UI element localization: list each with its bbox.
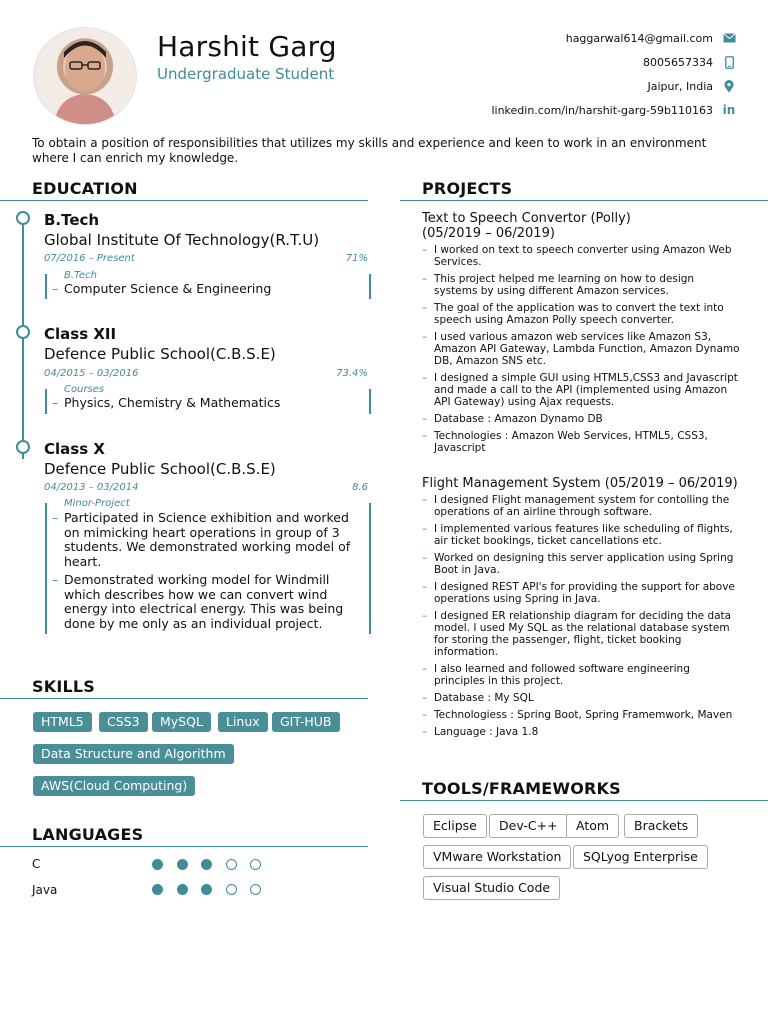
project-bullet: – Database : My SQL bbox=[422, 692, 740, 704]
candidate-name: Harshit Garg bbox=[157, 30, 337, 63]
project-bullet: – I also learned and followed software engineering principles in this project. bbox=[422, 663, 740, 687]
institution-name: Defence Public School(C.B.S.E) bbox=[44, 460, 276, 478]
level-dot-filled bbox=[177, 884, 188, 895]
timeline-dot bbox=[16, 440, 30, 454]
skill-tag: HTML5 bbox=[33, 712, 92, 732]
project-bullet: – Technologies : Amazon Web Services, HTML5, CSS3, Javascript bbox=[422, 430, 740, 454]
skill-tag: Linux bbox=[218, 712, 268, 732]
tool-tag: Brackets bbox=[624, 814, 698, 838]
institution-name: Defence Public School(C.B.S.E) bbox=[44, 345, 276, 363]
projects-divider bbox=[400, 200, 768, 201]
summary-text: To obtain a position of responsibilities that utilizes my skills and experience and keen to work in an environment where I can enrich my knowledge. bbox=[32, 136, 707, 165]
tool-tag: VMware Workstation bbox=[423, 845, 571, 869]
contact-location bbox=[491, 74, 736, 98]
map-pin-icon bbox=[722, 79, 736, 93]
education-sub-label: Courses bbox=[64, 384, 105, 395]
level-dot-filled bbox=[152, 859, 163, 870]
project-bullet: – Worked on designing this server application using Spring Boot in Java. bbox=[422, 552, 740, 576]
education-divider bbox=[0, 200, 368, 201]
envelope-icon bbox=[722, 31, 736, 45]
project-title: Flight Management System (05/2019 – 06/2019) bbox=[422, 476, 738, 491]
skill-tag: MySQL bbox=[152, 712, 211, 732]
education-grade: 73.4% bbox=[336, 368, 368, 379]
skill-tag: Data Structure and Algorithm bbox=[33, 744, 234, 764]
level-dot-empty bbox=[226, 884, 237, 895]
level-dot-empty bbox=[226, 859, 237, 870]
skills-heading: SKILLS bbox=[32, 677, 95, 696]
project-dates: (05/2019 – 06/2019) bbox=[422, 226, 555, 241]
contact-block bbox=[491, 26, 736, 122]
skill-tag: CSS3 bbox=[99, 712, 148, 732]
education-grade: 8.6 bbox=[352, 482, 368, 493]
phone-text: 8005657334 bbox=[643, 55, 713, 69]
level-dot-filled bbox=[201, 859, 212, 870]
level-dot-empty bbox=[250, 884, 261, 895]
contact-email[interactable] bbox=[491, 26, 736, 50]
contact-linkedin[interactable] bbox=[491, 98, 736, 122]
tools-divider bbox=[400, 800, 768, 801]
contact-phone[interactable] bbox=[491, 50, 736, 74]
project-title: Text to Speech Convertor (Polly) bbox=[422, 211, 631, 226]
project-bullet: – I designed Flight management system for contolling the operations of an airline through software. bbox=[422, 494, 740, 518]
timeline-dot bbox=[16, 211, 30, 225]
location-text: Jaipur, India bbox=[647, 79, 713, 93]
project-bullet-list bbox=[422, 244, 740, 459]
tool-tag: Atom bbox=[566, 814, 619, 838]
skill-tag: AWS(Cloud Computing) bbox=[33, 776, 195, 796]
project-bullet-list bbox=[422, 494, 740, 743]
education-dates: 04/2013 – 03/2014 bbox=[44, 482, 139, 493]
project-bullet: – I designed ER relationship diagram for deciding the data model. I used My SQL as the relational database system for storing the passenger, flight, ticket booking information. bbox=[422, 610, 740, 658]
project-bullet: – Technologiess : Spring Boot, Spring Framemwork, Maven bbox=[422, 709, 740, 721]
education-detail-item: – Computer Science & Engineering bbox=[52, 281, 272, 296]
education-detail-item: – Physics, Chemistry & Mathematics bbox=[52, 395, 281, 410]
languages-divider bbox=[0, 846, 368, 847]
linkedin-icon: in bbox=[722, 103, 736, 117]
education-grade: 71% bbox=[345, 253, 368, 264]
education-heading: EDUCATION bbox=[32, 179, 138, 198]
level-dot-empty bbox=[250, 859, 261, 870]
level-dot-filled bbox=[201, 884, 212, 895]
degree-title: Class X bbox=[44, 440, 105, 458]
tool-tag: Dev-C++ bbox=[489, 814, 568, 838]
tool-tag: SQLyog Enterprise bbox=[573, 845, 708, 869]
project-bullet: – This project helped me learning on how to design systems by using different Amazon services. bbox=[422, 273, 740, 297]
language-name: C bbox=[32, 857, 41, 871]
project-bullet: – I designed REST API's for providing the support for above operations using Spring in Java. bbox=[422, 581, 740, 605]
tools-heading: TOOLS/FRAMEWORKS bbox=[422, 779, 621, 798]
degree-title: B.Tech bbox=[44, 211, 100, 229]
project-bullet: – I used various amazon web services like Amazon S3, Amazon API Gateway, Lambda Function, Amazon Dynamo DB, Amazon SNS etc. bbox=[422, 331, 740, 367]
timeline-dot bbox=[16, 325, 30, 339]
education-sub-label: Minor-Project bbox=[64, 498, 130, 509]
skills-divider bbox=[0, 698, 368, 699]
project-bullet: – I worked on text to speech converter using Amazon Web Services. bbox=[422, 244, 740, 268]
project-bullet: – Language : Java 1.8 bbox=[422, 726, 740, 738]
institution-name: Global Institute Of Technology(R.T.U) bbox=[44, 231, 320, 249]
languages-heading: LANGUAGES bbox=[32, 825, 144, 844]
projects-heading: PROJECTS bbox=[422, 179, 513, 198]
skill-tag: GIT-HUB bbox=[272, 712, 340, 732]
education-detail-item: – Participated in Science exhibition and worked on mimicking heart operations in group of 3 students. We demonstrated working model of heart. bbox=[52, 510, 351, 569]
project-bullet: – The goal of the application was to convert the text into speech using Amazon Polly speech converter. bbox=[422, 302, 740, 326]
linkedin-text: linkedin.com/in/harshit-garg-59b110163 bbox=[491, 103, 713, 117]
language-name: Java bbox=[32, 883, 58, 897]
level-dot-filled bbox=[177, 859, 188, 870]
email-text: haggarwal614@gmail.com bbox=[565, 31, 713, 45]
candidate-title: Undergraduate Student bbox=[157, 65, 335, 83]
profile-photo bbox=[33, 27, 137, 125]
education-dates: 04/2015 – 03/2016 bbox=[44, 368, 139, 379]
degree-title: Class XII bbox=[44, 325, 117, 343]
education-sub-label: B.Tech bbox=[64, 270, 97, 281]
education-dates: 07/2016 – Present bbox=[44, 253, 135, 264]
level-dot-filled bbox=[152, 884, 163, 895]
project-bullet: – Database : Amazon Dynamo DB bbox=[422, 413, 740, 425]
tool-tag: Visual Studio Code bbox=[423, 876, 560, 900]
education-detail-item: – Demonstrated working model for Windmill which describes how we can convert wind energy into electrical energy. This was being done by me only as an individual project. bbox=[52, 572, 344, 631]
project-bullet: – I implemented various features like scheduling of flights, air ticket bookings, ticket cancellations etc. bbox=[422, 523, 740, 547]
project-bullet: – I designed a simple GUI using HTML5,CSS3 and Javascript and made a call to the API (implemented using Amazon API Gateway) using Ajax requests. bbox=[422, 372, 740, 408]
mobile-phone-icon bbox=[722, 55, 736, 69]
tool-tag: Eclipse bbox=[423, 814, 487, 838]
